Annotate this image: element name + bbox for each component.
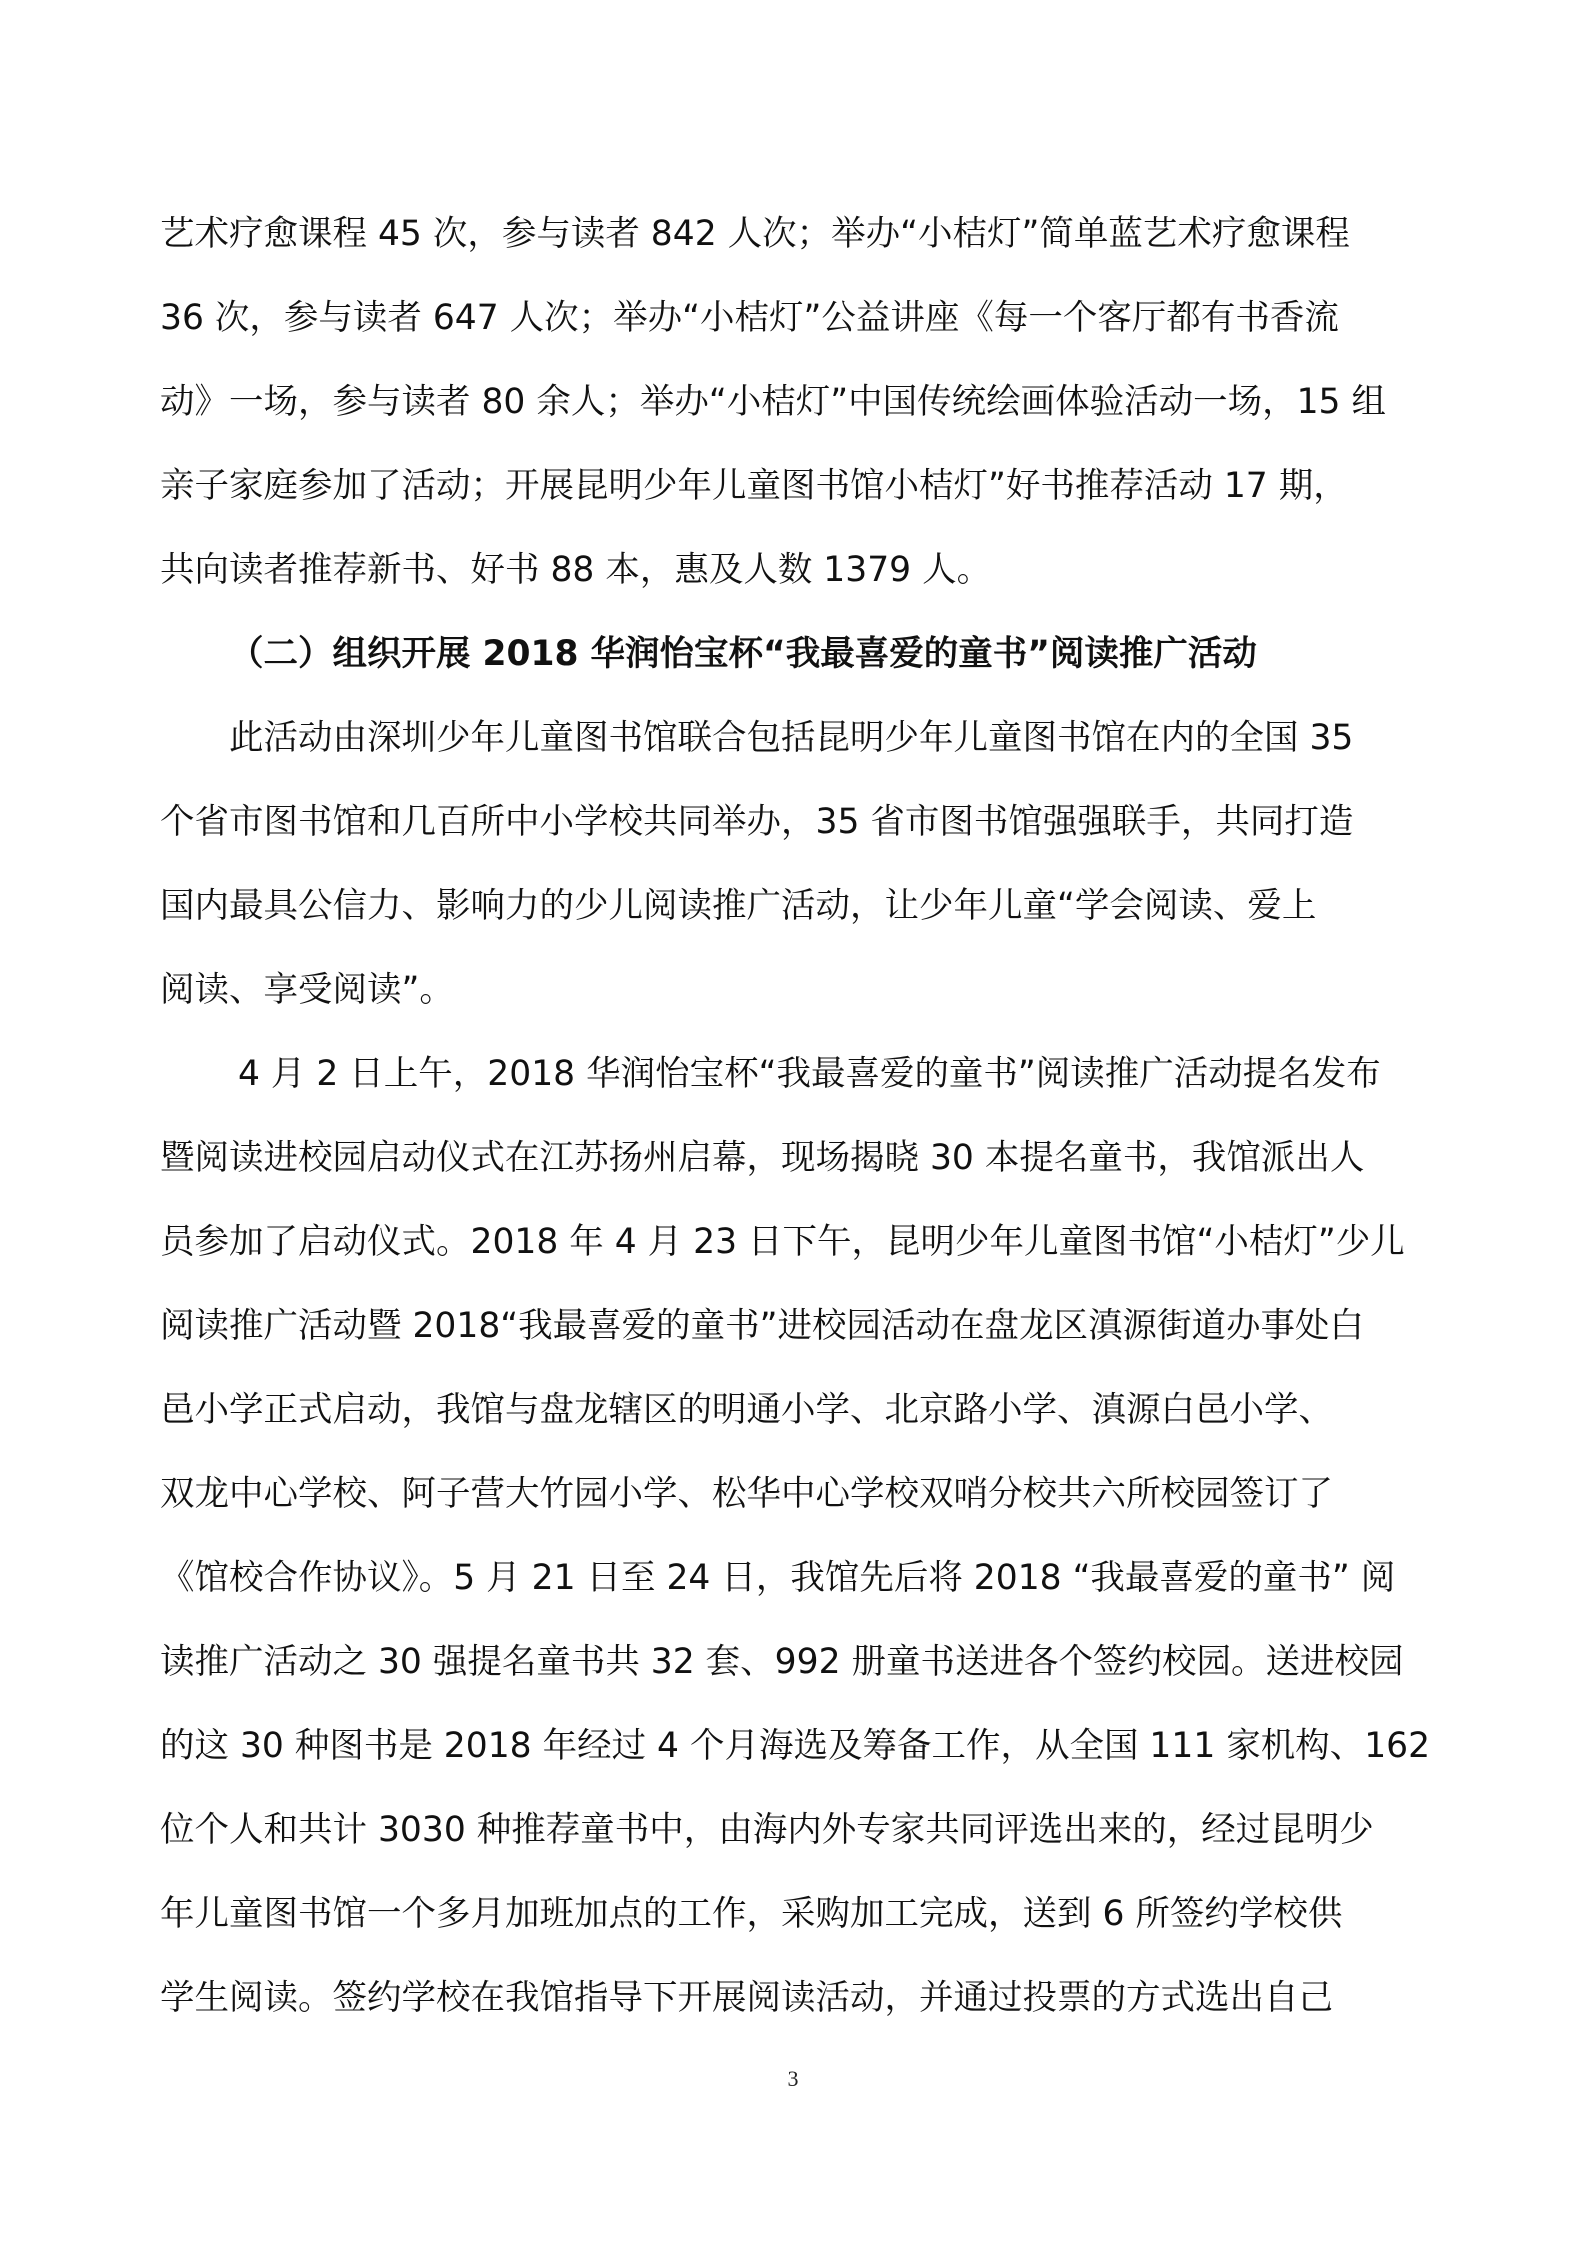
text-line: 此活动由深圳少年儿童图书馆联合包括昆明少年儿童图书馆在内的全国 35 xyxy=(229,718,1354,758)
section-heading: （二）组织开展 2018 华润怡宝杯“我最喜爱的童书”阅读推广活动 xyxy=(229,634,1257,674)
text-line: 员参加了启动仪式。2018 年 4 月 23 日下午，昆明少年儿童图书馆“小桔灯”少儿 xyxy=(160,1222,1405,1262)
text-line: 阅读推广活动暨 2018“我最喜爱的童书”进校园活动在盘龙区滇源街道办事处白 xyxy=(160,1306,1365,1346)
text-line: 学生阅读。签约学校在我馆指导下开展阅读活动，并通过投票的方式选出自己 xyxy=(160,1978,1333,2018)
text-line: 读推广活动之 30 强提名童书共 32 套、992 册童书送进各个签约校园。送进校园 xyxy=(160,1642,1404,1682)
text-line: 年儿童图书馆一个多月加班加点的工作，采购加工完成，送到 6 所签约学校供 xyxy=(160,1894,1343,1934)
text-line: 国内最具公信力、影响力的少儿阅读推广活动，让少年儿童“学会阅读、爱上 xyxy=(160,886,1317,926)
text-line: 暨阅读进校园启动仪式在江苏扬州启幕，现场揭晓 30 本提名童书，我馆派出人 xyxy=(160,1138,1365,1178)
text-line: 《馆校合作协议》。5 月 21 日至 24 日，我馆先后将 2018 “我最喜爱的童书” 阅 xyxy=(160,1558,1396,1598)
text-line: 共向读者推荐新书、好书 88 本，惠及人数 1379 人。 xyxy=(160,550,992,590)
text-line: 艺术疗愈课程 45 次，参与读者 842 人次；举办“小桔灯”简单蓝艺术疗愈课程 xyxy=(160,214,1350,254)
text-line: 36 次，参与读者 647 人次；举办“小桔灯”公益讲座《每一个客厅都有书香流 xyxy=(160,298,1339,338)
body-text xyxy=(160,192,1432,2040)
text-line: 个省市图书馆和几百所中小学校共同举办，35 省市图书馆强强联手，共同打造 xyxy=(160,802,1354,842)
text-line: 双龙中心学校、阿子营大竹园小学、松华中心学校双哨分校共六所校园签订了 xyxy=(160,1474,1333,1514)
text-line: 4 月 2 日上午，2018 华润怡宝杯“我最喜爱的童书”阅读推广活动提名发布 xyxy=(238,1054,1381,1094)
text-line: 的这 30 种图书是 2018 年经过 4 个月海选及筹备工作，从全国 111 家机构、162 xyxy=(160,1726,1431,1766)
text-line: 亲子家庭参加了活动；开展昆明少年儿童图书馆小桔灯”好书推荐活动 17 期， xyxy=(160,466,1348,506)
text-line: 阅读、享受阅读”。 xyxy=(160,970,454,1010)
page-number: 3 xyxy=(787,2066,799,2091)
text-line: 邑小学正式启动，我馆与盘龙辖区的明通小学、北京路小学、滇源白邑小学、 xyxy=(160,1390,1333,1430)
text-line: 动》一场，参与读者 80 余人；举办“小桔灯”中国传统绘画体验活动一场，15 组 xyxy=(160,382,1386,422)
text-line: 位个人和共计 3030 种推荐童书中，由海内外专家共同评选出来的，经过昆明少 xyxy=(160,1810,1374,1850)
